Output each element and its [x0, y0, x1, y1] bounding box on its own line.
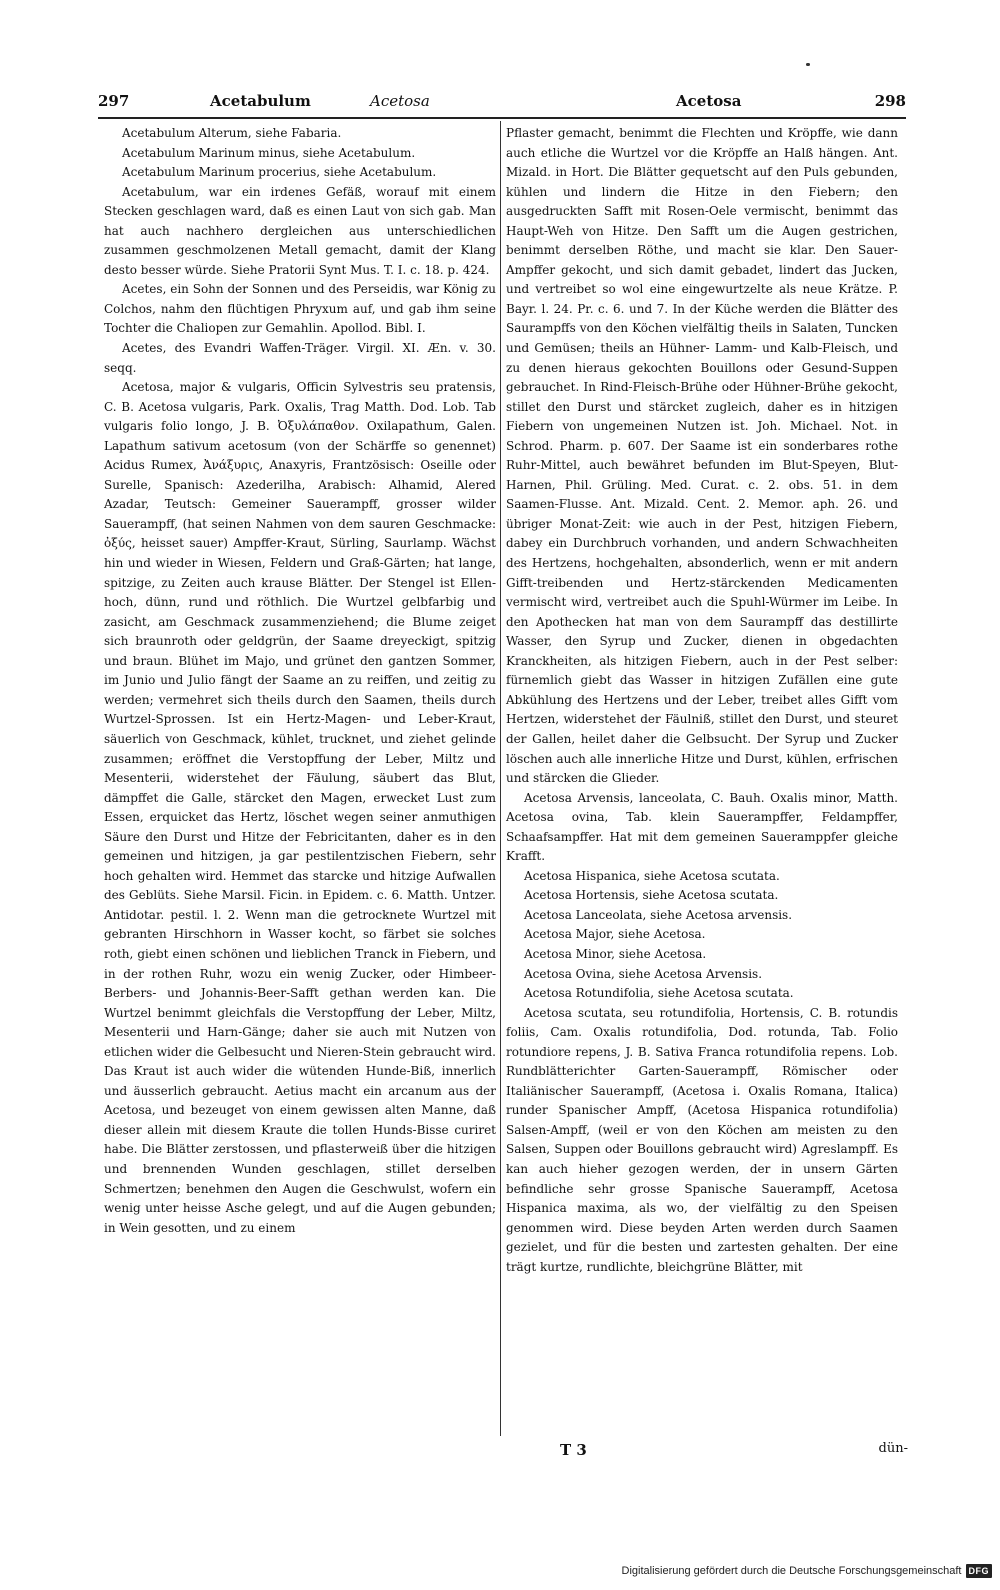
running-header — [98, 92, 906, 118]
header-rule — [98, 117, 906, 119]
left-header-word-2: Acetosa — [370, 92, 430, 110]
left-column-entry: Acetes, des Evandri Waffen-Träger. Virgil. XI. Æn. v. 30. seqq. — [104, 341, 496, 375]
left-column — [104, 124, 496, 1238]
dfg-logo-icon: DFG — [966, 1564, 993, 1578]
left-column-entry: Acetabulum Marinum procerius, siehe Acetabulum. — [122, 165, 437, 180]
right-column-entry: Acetosa Lanceolata, siehe Acetosa arvensis. — [524, 907, 793, 922]
digitization-footer — [622, 1562, 992, 1580]
left-page-number: 297 — [98, 92, 130, 110]
right-column-entry: Acetosa Hispanica, siehe Acetosa scutata. — [524, 868, 780, 883]
footer-text: Digitalisierung gefördert durch die Deutsche Forschungsgemeinschaft — [621, 1565, 962, 1577]
left-column-entry: Acetabulum Marinum minus, siehe Acetabulum. — [122, 145, 416, 160]
right-column — [506, 124, 898, 1277]
column-divider — [500, 121, 501, 1436]
speck-mark — [806, 63, 810, 66]
right-column-entry: Acetosa Ovina, siehe Acetosa Arvensis. — [524, 966, 763, 981]
right-column-entry: Acetosa Arvensis, lanceolata, C. Bauh. Oxalis minor, Matth. Acetosa ovina, Tab. klein Sauerampffer, Feldampffer, Schaafsampffer. Hat mit dem gemeinen Saueramppfer gleiche Krafft. — [506, 790, 898, 864]
left-column-entry: Acetosa, major & vulgaris, Officin Sylvestris seu pratensis, C. B. Acetosa vulgaris, Park. Oxalis, Trag Matth. Dod. Lob. Tab vulgaris folio longo, J. B. Ὀξυλάπαθον. Oxilapathum, Galen. Lapathum sativum acetosum (von der Schärffe so genennet) Acidus Rumex, Ἀνάξυρις, Anaxyris, Frantzösisch: Oseille oder Surelle, Spanisch: Azederilha, Arabisch: Alhamid, Alered Azadar, Teutsch: Gemeiner Sauerampff, grosser wilder Sauerampff, (hat seinen Nahmen von dem sauren Geschmacke: ὀξύς, heisset sauer) Ampffer-Kraut, Sürling, Saurlamp. Wächst hin und wieder in Wiesen, Feldern und Graß-Gärten; hat lange, spitzige, zu Zeiten auch krause Blätter. Der Stengel ist Ellen-hoch, dünn, rund und röthlich. Die Wurtzel gelbfarbig und zasicht, am Geschmack zusammenziehend; die Blume zeiget sich braunroth oder geldgrün, der Saame dreyeckigt, spitzig und braun. Blühet im Majo, und grünet den gantzen Sommer, im Junio und Julio fängt der Saame an zu reiffen, und zeitig zu werden; vermehret sich theils durch den Saamen, theils durch Wurtzel-Sprossen. Ist ein Hertz-Magen- und Leber-Kraut, säuerlich von Geschmack, kühlet, trucknet, und ziehet gelinde zusammen; eröffnet die Verstopffung der Leber, Miltz und Mesenterii, widerstehet der Fäulung, säubert das Blut, dämpffet die Galle, stärcket den Magen, erwecket Lust zum Essen, erquicket das Hertz, löschet wegen seiner anmuthigen Säure den Durst und Hitze der Febricitanten, daher es in den gemeinen und hitzigen, ja gar pestilentzischen Fiebern, sehr hoch gehalten wird. Hemmet das starcke und hitzige Aufwallen des Geblüts. Siehe Marsil. Ficin. in Epidem. c. 6. Matth. Untzer. Antidotar. pestil. l. 2. Wenn man die getrocknete Wurtzel mit gebranten Hirschhorn in Wasser kocht, so färbet sie solches roth, giebt einen schönen und lieblichen Tranck in Fiebern, und in der rothen Ruhr, wozu ein wenig Zucker, oder Himbeer- Berbers- und Johannis-Beer-Safft gethan werden kan. Die Wurtzel benimmt gleichfals die Verstopffung der Leber, Miltz, Mesenterii und Harn-Gänge; daher sie auch mit Nutzen von etlichen wider die Gelbesucht und Nieren-Stein gebraucht wird. Das Kraut ist auch wider die wütenden Hunde-Biß, innerlich und äusserlich gebraucht. Aetius macht ein arcanum aus der Acetosa, und bezeuget von einem gewissen alten Manne, daß dieser allein mit diesem Kraute die tollen Hunds-Bisse curiret habe. Die Blätter zerstossen, und pflasterweiß über die hitzigen und brennenden Wunden geschlagen, stillet derselben Schmertzen; benehmen den Augen die Geschwulst, wofern ein wenig unter heisse Asche gelegt, und auf die Augen gebunden; in Wein gesotten, und zu einem — [104, 380, 496, 1235]
right-column-entry: Acetosa Minor, siehe Acetosa. — [524, 946, 707, 961]
signature-mark: T 3 — [560, 1441, 587, 1459]
right-column-entry: Pflaster gemacht, benimmt die Flechten und Kröpffe, wie dann auch etliche die Wurtzel vor die Kröpffe an Halß hängen. Ant. Mizald. in Hort. Die Blätter gequetscht auf den Puls gebunden, kühlen und lindern die Hitze in den Fiebern; den ausgedruckten Safft mit Rosen-Oele vermischt, benimmt das Haupt-Weh von Hitze. Den Safft um die Augen gestrichen, benimmt derselben Röthe, und macht sie klar. Den Sauer-Ampffer gekocht, und sich damit gebadet, lindert das Jucken, und vertreibet so wol eine eingewurtzelte als neue Krätze. P. Bayr. l. 24. Pr. c. 6. und 7. In der Küche werden die Blätter des Saurampffs von den Köchen vielfältig theils in Salaten, Tuncken und Gemüsen; theils an Hühner- Lamm- und Kalb-Fleisch, und zu denen hieraus gekochten Bouillons oder Gesund-Suppen gebrauchet. In Rind-Fleisch-Brühe oder Hühner-Brühe gekocht, stillet den Durst und stärcket zugleich, daher es in hitzigen Fiebern von ungemeinen Nutzen ist. Joh. Michael. Not. in Schrod. Pharm. p. 607. Der Saame ist ein sonderbares rothe Ruhr-Mittel, auch bewähret befunden im Blut-Speyen, Blut-Harnen, Phil. Grüling. Med. Curat. c. 2. obs. 51. in dem Saamen-Flusse. Ant. Mizald. Cent. 2. Memor. aph. 26. und übriger Monat-Zeit: wie auch in der Pest, hitzigen Fiebern, dabey ein Durchbruch vorhanden, und andern Schwachheiten des Hertzens, hochgehalten, absonderlich, wenn er mit andern Gifft-treibenden und Hertz-stärckenden Medicamenten vermischt wird, vertreibet auch die Spuhl-Würmer im Leibe. In den Apothecken hat man von dem Saurampff das destillirte Wasser, den Syrup und Zucker, dienen in obgedachten Kranckheiten, als hitzigen Fiebern, auch in der Pest selber: fürnemlich giebt das Wasser in hitzigen Zufällen eine gute Abkühlung des Hertzens und der Leber, treibet alles Gifft vom Hertzen, widerstehet der Fäulniß, stillet den Durst, und steuret der Gallen, heilet daher die Gelbsucht. Der Syrup und Zucker löschen auch alle innerliche Hitze und Durst, kühlen, erfrischen und stärcken die Glieder. — [506, 126, 898, 786]
catchword: dün- — [878, 1441, 908, 1456]
right-column-entry: Acetosa Major, siehe Acetosa. — [524, 927, 706, 942]
left-column-entry: Acetabulum, war ein irdenes Gefäß, worauf mit einem Stecken geschlagen ward, daß es einen Laut von sich gab. Man hat auch nachhero dergleichen aus unterschiedlichen zusammen geschmolzenen Metall gemacht, damit der Klang desto besser würde. Siehe Pratorii Synt Mus. T. I. c. 18. p. 424. — [104, 184, 496, 277]
left-column-entry: Acetes, ein Sohn der Sonnen und des Perseidis, war König zu Colchos, nahm den flüchtigen Phryxum auf, und gab ihm seine Tochter die Chaliopen zur Gemahlin. Apollod. Bibl. I. — [104, 282, 496, 336]
right-header-word: Acetosa — [676, 92, 742, 110]
right-column-entry: Acetosa scutata, seu rotundifolia, Hortensis, C. B. rotundis foliis, Cam. Oxalis rotundifolia, Dod. rotunda, Tab. Folio rotundiore repens, J. B. Sativa Franca rotundifolia repens. Lob. Rundblätterichter Garten-Sauerampff, Römischer oder Italiänischer Sauerampff, (Acetosa i. Oxalis Romana, Italica) runder Spanischer Ampff, (Acetosa Hispanica rotundifolia) Salsen-Ampff, (weil er von den Köchen am meisten zu den Salsen, Suppen oder Bouillons gebraucht wird) Agreslampff. Es kan auch hieher gezogen werden, der in unsern Gärten befindliche sehr grosse Spanische Sauerampff, Acetosa Hispanica maxima, als wo, der vielfältig zu den Speisen genommen wird. Diese beyden Arten werden durch Saamen gezielet, und für die besten und zartesten gehalten. Der eine trägt kurtze, rundlichte, bleichgrüne Blätter, mit — [506, 1005, 898, 1274]
right-column-entry: Acetosa Rotundifolia, siehe Acetosa scutata. — [524, 986, 794, 1001]
left-column-entry: Acetabulum Alterum, siehe Fabaria. — [122, 126, 342, 140]
right-column-entry: Acetosa Hortensis, siehe Acetosa scutata. — [524, 888, 779, 903]
right-page-number: 298 — [874, 92, 906, 110]
left-header-word-1: Acetabulum — [210, 92, 311, 110]
